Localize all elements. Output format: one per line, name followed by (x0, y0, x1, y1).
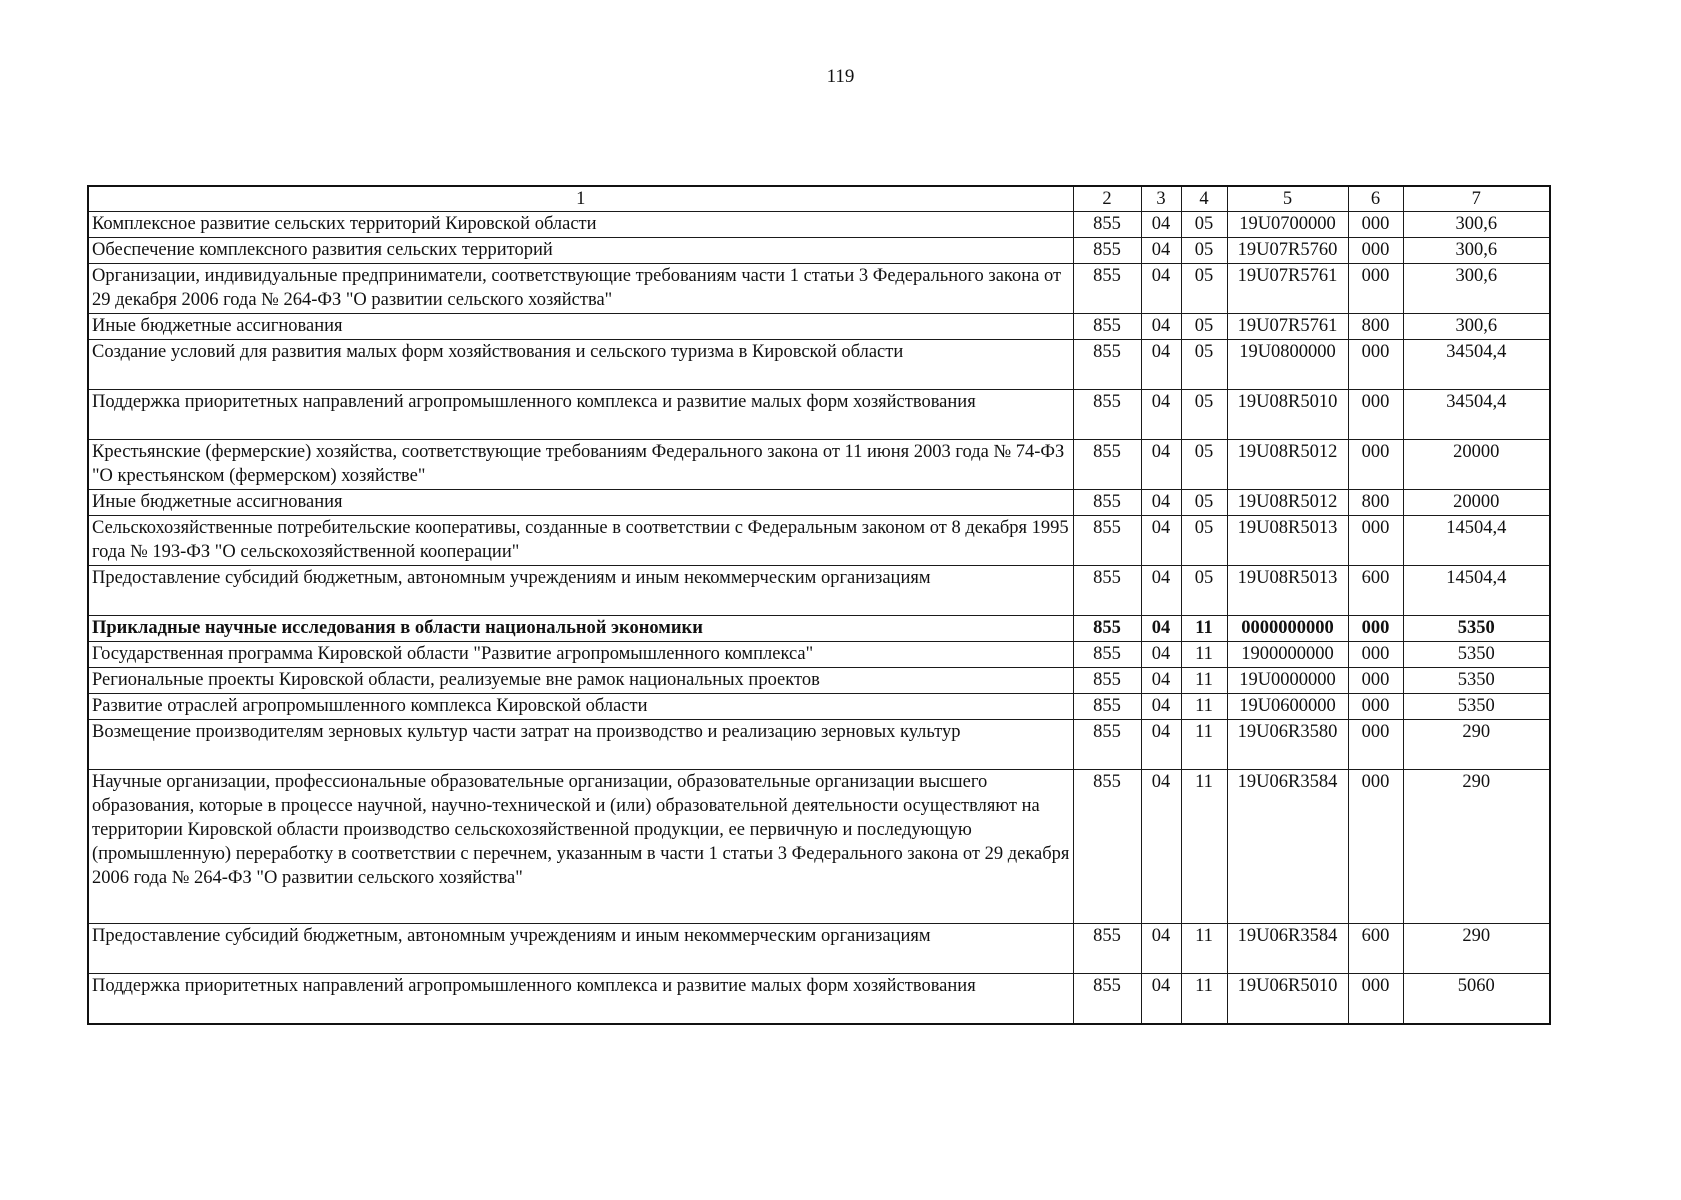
table-row (88, 642, 1550, 668)
ministry-code-cell: 855 (1073, 668, 1141, 694)
expense-type-cell: 000 (1348, 668, 1403, 694)
section-code-cell: 04 (1141, 516, 1181, 566)
table-row (88, 924, 1550, 974)
section-code-cell: 04 (1141, 340, 1181, 390)
target-article-cell: 19U07R5761 (1227, 314, 1348, 340)
subsection-code-cell: 05 (1181, 390, 1227, 440)
subsection-code-cell: 11 (1181, 668, 1227, 694)
target-article-cell: 0000000000 (1227, 616, 1348, 642)
amount-cell: 5350 (1403, 668, 1550, 694)
row-name-cell: Обеспечение комплексного развития сельских территорий (88, 238, 1073, 264)
ministry-code-cell: 855 (1073, 238, 1141, 264)
section-code-cell: 04 (1141, 566, 1181, 616)
header-cell: 4 (1181, 186, 1227, 212)
table-body (88, 212, 1550, 1024)
table-row (88, 668, 1550, 694)
target-article-cell: 19U0700000 (1227, 212, 1348, 238)
subsection-code-cell: 05 (1181, 490, 1227, 516)
expense-type-cell: 000 (1348, 974, 1403, 1024)
section-code-cell: 04 (1141, 238, 1181, 264)
target-article-cell: 19U08R5013 (1227, 516, 1348, 566)
ministry-code-cell: 855 (1073, 212, 1141, 238)
amount-cell: 290 (1403, 924, 1550, 974)
expense-type-cell: 000 (1348, 694, 1403, 720)
target-article-cell: 19U06R5010 (1227, 974, 1348, 1024)
amount-cell: 300,6 (1403, 238, 1550, 264)
row-name-cell: Поддержка приоритетных направлений агропромышленного комплекса и развитие малых форм хозяйствования (88, 974, 1073, 1024)
expense-type-cell: 000 (1348, 238, 1403, 264)
ministry-code-cell: 855 (1073, 720, 1141, 770)
row-name-cell: Научные организации, профессиональные образовательные организации, образовательные организации высшего образования, которые в процессе научной, научно-технической и (или) образовательной деятельности осуществляют на территории Кировской области производство сельскохозяйственной продукции, ее первичную и последующую (промышленную) переработку в соответствии с перечнем, указанным в части 1 статьи 3 Федерального закона от 29 декабря 2006 года № 264-ФЗ "О развитии сельского хозяйства" (88, 770, 1073, 924)
target-article-cell: 19U0600000 (1227, 694, 1348, 720)
section-code-cell: 04 (1141, 212, 1181, 238)
row-name-cell: Возмещение производителям зерновых культур части затрат на производство и реализацию зерновых культур (88, 720, 1073, 770)
amount-cell: 290 (1403, 770, 1550, 924)
section-code-cell: 04 (1141, 314, 1181, 340)
subsection-code-cell: 05 (1181, 238, 1227, 264)
section-code-cell: 04 (1141, 924, 1181, 974)
ministry-code-cell: 855 (1073, 390, 1141, 440)
expense-type-cell: 000 (1348, 440, 1403, 490)
row-name-cell: Предоставление субсидий бюджетным, автономным учреждениям и иным некоммерческим организациям (88, 924, 1073, 974)
header-cell: 2 (1073, 186, 1141, 212)
table-row (88, 566, 1550, 616)
target-article-cell: 19U08R5012 (1227, 490, 1348, 516)
expense-type-cell: 800 (1348, 490, 1403, 516)
subsection-code-cell: 05 (1181, 264, 1227, 314)
amount-cell: 14504,4 (1403, 566, 1550, 616)
subsection-code-cell: 05 (1181, 516, 1227, 566)
header-cell: 7 (1403, 186, 1550, 212)
subsection-code-cell: 11 (1181, 616, 1227, 642)
row-name-cell: Создание условий для развития малых форм хозяйствования и сельского туризма в Кировской области (88, 340, 1073, 390)
expense-type-cell: 000 (1348, 516, 1403, 566)
subsection-code-cell: 05 (1181, 212, 1227, 238)
row-name-cell: Комплексное развитие сельских территорий Кировской области (88, 212, 1073, 238)
section-code-cell: 04 (1141, 668, 1181, 694)
subsection-code-cell: 11 (1181, 924, 1227, 974)
table-row (88, 238, 1550, 264)
section-code-cell: 04 (1141, 440, 1181, 490)
amount-cell: 20000 (1403, 490, 1550, 516)
row-name-cell: Региональные проекты Кировской области, реализуемые вне рамок национальных проектов (88, 668, 1073, 694)
page-number: 119 (826, 66, 855, 87)
section-code-cell: 04 (1141, 974, 1181, 1024)
table-row (88, 720, 1550, 770)
table-row (88, 440, 1550, 490)
expense-type-cell: 000 (1348, 616, 1403, 642)
amount-cell: 300,6 (1403, 212, 1550, 238)
target-article-cell: 19U0800000 (1227, 340, 1348, 390)
expense-type-cell: 000 (1348, 642, 1403, 668)
target-article-cell: 19U06R3580 (1227, 720, 1348, 770)
amount-cell: 34504,4 (1403, 340, 1550, 390)
ministry-code-cell: 855 (1073, 616, 1141, 642)
table-row (88, 694, 1550, 720)
ministry-code-cell: 855 (1073, 694, 1141, 720)
budget-table (87, 185, 1551, 1025)
ministry-code-cell: 855 (1073, 440, 1141, 490)
expense-type-cell: 000 (1348, 264, 1403, 314)
table-header-row (88, 186, 1550, 212)
row-name-cell: Иные бюджетные ассигнования (88, 314, 1073, 340)
table-row (88, 974, 1550, 1024)
ministry-code-cell: 855 (1073, 642, 1141, 668)
ministry-code-cell: 855 (1073, 566, 1141, 616)
row-name-cell: Предоставление субсидий бюджетным, автономным учреждениям и иным некоммерческим организациям (88, 566, 1073, 616)
subsection-code-cell: 05 (1181, 566, 1227, 616)
subsection-code-cell: 11 (1181, 770, 1227, 924)
target-article-cell: 19U0000000 (1227, 668, 1348, 694)
header-cell: 5 (1227, 186, 1348, 212)
ministry-code-cell: 855 (1073, 974, 1141, 1024)
amount-cell: 14504,4 (1403, 516, 1550, 566)
row-name-cell: Сельскохозяйственные потребительские кооперативы, созданные в соответствии с Федеральным законом от 8 декабря 1995 года № 193-ФЗ "О сельскохозяйственной кооперации" (88, 516, 1073, 566)
section-code-cell: 04 (1141, 390, 1181, 440)
subsection-code-cell: 05 (1181, 314, 1227, 340)
amount-cell: 5350 (1403, 694, 1550, 720)
header-cell: 3 (1141, 186, 1181, 212)
section-code-cell: 04 (1141, 490, 1181, 516)
table-row (88, 212, 1550, 238)
subsection-code-cell: 11 (1181, 694, 1227, 720)
subsection-code-cell: 11 (1181, 642, 1227, 668)
table-row (88, 490, 1550, 516)
ministry-code-cell: 855 (1073, 340, 1141, 390)
ministry-code-cell: 855 (1073, 770, 1141, 924)
section-code-cell: 04 (1141, 694, 1181, 720)
ministry-code-cell: 855 (1073, 490, 1141, 516)
table-row (88, 770, 1550, 924)
header-cell: 6 (1348, 186, 1403, 212)
row-name-cell: Крестьянские (фермерские) хозяйства, соответствующие требованиям Федерального закона от 11 июня 2003 года № 74-ФЗ "О крестьянском (фермерском) хозяйстве" (88, 440, 1073, 490)
table-row (88, 516, 1550, 566)
table-row (88, 264, 1550, 314)
amount-cell: 5060 (1403, 974, 1550, 1024)
expense-type-cell: 600 (1348, 566, 1403, 616)
table-row (88, 340, 1550, 390)
header-cell: 1 (88, 186, 1073, 212)
subsection-code-cell: 11 (1181, 720, 1227, 770)
row-name-cell: Поддержка приоритетных направлений агропромышленного комплекса и развитие малых форм хозяйствования (88, 390, 1073, 440)
amount-cell: 5350 (1403, 616, 1550, 642)
target-article-cell: 19U08R5013 (1227, 566, 1348, 616)
target-article-cell: 19U08R5012 (1227, 440, 1348, 490)
row-name-cell: Иные бюджетные ассигнования (88, 490, 1073, 516)
ministry-code-cell: 855 (1073, 924, 1141, 974)
expense-type-cell: 000 (1348, 770, 1403, 924)
ministry-code-cell: 855 (1073, 264, 1141, 314)
amount-cell: 290 (1403, 720, 1550, 770)
row-name-cell: Прикладные научные исследования в области национальной экономики (88, 616, 1073, 642)
expense-type-cell: 600 (1348, 924, 1403, 974)
expense-type-cell: 000 (1348, 340, 1403, 390)
subsection-code-cell: 05 (1181, 440, 1227, 490)
expense-type-cell: 000 (1348, 720, 1403, 770)
row-name-cell: Организации, индивидуальные предприниматели, соответствующие требованиям части 1 статьи 3 Федерального закона от 29 декабря 2006 года № 264-ФЗ "О развитии сельского хозяйства" (88, 264, 1073, 314)
subsection-code-cell: 11 (1181, 974, 1227, 1024)
ministry-code-cell: 855 (1073, 314, 1141, 340)
amount-cell: 300,6 (1403, 264, 1550, 314)
ministry-code-cell: 855 (1073, 516, 1141, 566)
target-article-cell: 19U06R3584 (1227, 924, 1348, 974)
target-article-cell: 19U07R5761 (1227, 264, 1348, 314)
section-code-cell: 04 (1141, 264, 1181, 314)
target-article-cell: 19U08R5010 (1227, 390, 1348, 440)
expense-type-cell: 000 (1348, 212, 1403, 238)
section-code-cell: 04 (1141, 720, 1181, 770)
amount-cell: 20000 (1403, 440, 1550, 490)
target-article-cell: 1900000000 (1227, 642, 1348, 668)
section-code-cell: 04 (1141, 770, 1181, 924)
target-article-cell: 19U06R3584 (1227, 770, 1348, 924)
section-code-cell: 04 (1141, 642, 1181, 668)
row-name-cell: Государственная программа Кировской области "Развитие агропромышленного комплекса" (88, 642, 1073, 668)
table-row (88, 390, 1550, 440)
row-name-cell: Развитие отраслей агропромышленного комплекса Кировской области (88, 694, 1073, 720)
table-row (88, 616, 1550, 642)
subsection-code-cell: 05 (1181, 340, 1227, 390)
expense-type-cell: 000 (1348, 390, 1403, 440)
expense-type-cell: 800 (1348, 314, 1403, 340)
amount-cell: 300,6 (1403, 314, 1550, 340)
section-code-cell: 04 (1141, 616, 1181, 642)
amount-cell: 5350 (1403, 642, 1550, 668)
amount-cell: 34504,4 (1403, 390, 1550, 440)
target-article-cell: 19U07R5760 (1227, 238, 1348, 264)
table-row (88, 314, 1550, 340)
